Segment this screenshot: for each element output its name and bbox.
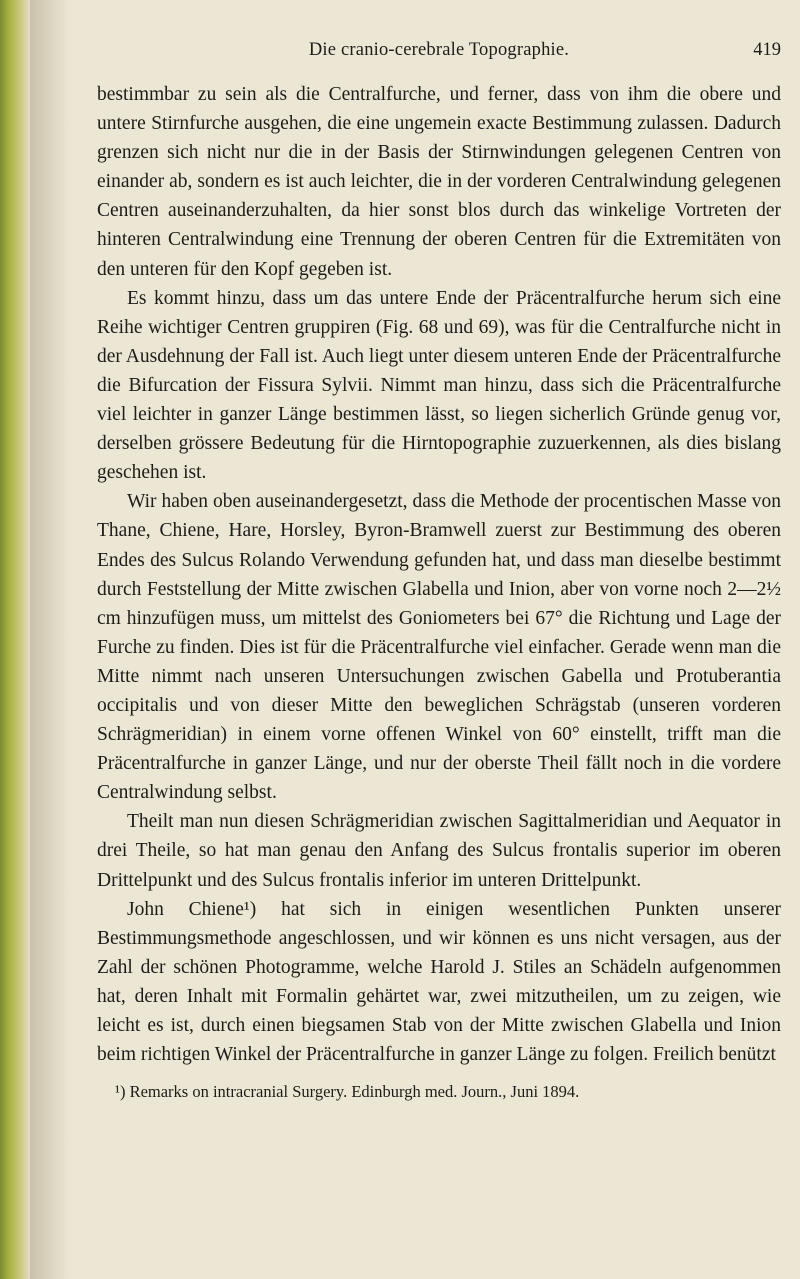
- page-number: 419: [753, 40, 781, 60]
- book-spine-edge: [0, 0, 30, 1279]
- body-text: [97, 80, 781, 1069]
- paragraph: Wir haben oben auseinandergesetzt, dass die Methode der procentischen Masse von Thane, Chiene, Hare, Horsley, Byron-Bramwell zuerst zur Bestimmung des oberen Endes des Sulcus Rolando Verwendung gefunden hat, und dass man dieselbe bestimmt durch Feststellung der Mitte zwischen Glabella und Inion, aber von vorne noch 2—2½ cm hinzufügen muss, um mittelst des Goniometers bei 67° die Richtung und Lage der Furche zu finden. Dies ist für die Präcentralfurche viel einfacher. Gerade wenn man die Mitte nimmt nach unseren Untersuchungen zwischen Gabella und Protuberantia occipitalis und von dieser Mitte den beweglichen Schrägstab (unseren vorderen Schrägmeridian) in einem vorne offenen Winkel von 60° einstellt, trifft man die Präcentralfurche in ganzer Länge, und nur der oberste Theil fällt noch in die vordere Centralwindung selbst.: [97, 491, 781, 804]
- paragraph: bestimmbar zu sein als die Centralfurche, und ferner, dass von ihm die obere und untere Stirnfurche ausgehen, die eine ungemein exacte Bestimmung zulassen. Dadurch grenzen sich nicht nur die in der Basis der Stirnwindungen gelegenen Centren von einander ab, sondern es ist auch leichter, die in der vorderen Centralwindung gelegenen Centren auseinanderzuhalten, da hier sonst blos durch das winkelige Vortreten der hinteren Centralwindung eine Trennung der oberen Centren für die Extremitäten von den unteren für den Kopf gegeben ist.: [97, 84, 781, 280]
- book-page: [97, 40, 781, 1103]
- running-title: Die cranio-cerebrale Topographie.: [308, 40, 570, 60]
- page-header: [97, 40, 781, 68]
- paragraph: Theilt man nun diesen Schrägmeridian zwischen Sagittalmeridian und Aequator in drei Theile, so hat man genau den Anfang des Sulcus frontalis superior im oberen Drittelpunkt und des Sulcus frontalis inferior im unteren Drittelpunkt.: [97, 811, 781, 891]
- gutter-shadow: [30, 0, 70, 1279]
- paragraph: Es kommt hinzu, dass um das untere Ende der Präcentralfurche herum sich eine Reihe wichtiger Centren gruppiren (Fig. 68 und 69), was für die Centralfurche nicht in der Ausdehnung der Fall ist. Auch liegt unter diesem unteren Ende der Präcentralfurche die Bifurcation der Fissura Sylvii. Nimmt man hinzu, dass sich die Präcentralfurche viel leichter in ganzer Länge bestimmen lässt, so liegen sicherlich Gründe genug vor, derselben grössere Bedeutung für die Hirntopographie zuzuerkennen, als dies bislang geschehen ist.: [97, 287, 781, 484]
- paragraph: John Chiene¹) hat sich in einigen wesentlichen Punkten unserer Bestimmungsmethode angeschlossen, und wir können es uns nicht versagen, aus der Zahl der schönen Photogramme, welche Harold J. Stiles an Schädeln aufgenommen hat, deren Inhalt mit Formalin gehärtet war, zwei mitzutheilen, um zu zeigen, wie leicht es ist, durch einen biegsamen Stab von der Mitte zwischen Glabella und Inion beim richtigen Winkel der Präcentralfurche in ganzer Länge zu folgen. Freilich benützt: [97, 898, 781, 1066]
- footnote: ¹) Remarks on intracranial Surgery. Edinburgh med. Journ., Juni 1894.: [115, 1082, 580, 1102]
